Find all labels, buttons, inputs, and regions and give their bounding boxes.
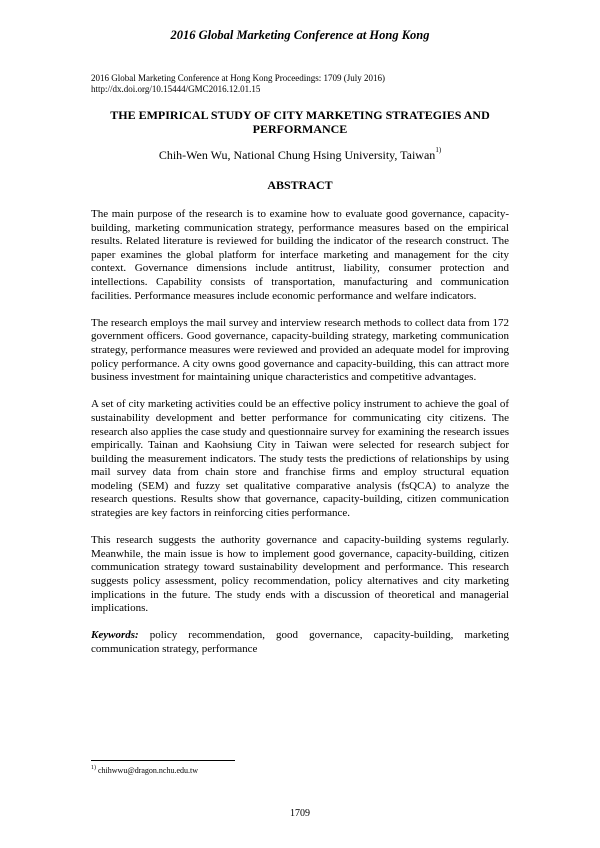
keywords-label: Keywords: [91, 629, 139, 642]
proceedings-line: 2016 Global Marketing Conference at Hong Kong Proceedings: 1709 (July 2016) [91, 73, 385, 83]
abstract-paragraph: The research employs the mail survey and interview research methods to collect data from 172 government officers. Good governance, capacity-building strategy, marketing communication strategy, performance measures were reviewed and provided an adequate model for improving policy performance. A city owns good governance and capacity-building, this can attract more business investment for maintaining unique characteristics and competitive advantages. [91, 316, 509, 384]
author-line [0, 148, 600, 163]
keywords [91, 629, 509, 656]
abstract-paragraph: The main purpose of the research is to examine how to evaluate good governance, capacity-building, marketing communication strategy, performance measures based on the empirical results. Related literature is reviewed for building the indicator of the research construct. The paper examines the global platform for interface marketing and management for the city context. Governance dimensions include antitrust, liability, consumer protection and intellections. Capability consists of transportation, manufacturing and communication facilities. Performance measures include economic performance and welfare indicators. [91, 208, 509, 302]
footnote [91, 766, 198, 775]
author-name: Chih-Wen Wu, National Chung Hsing University, Taiwan [158, 148, 436, 162]
author-footnote-marker: 1) [435, 146, 442, 154]
footnote-divider [91, 760, 235, 761]
doi-line: http://dx.doi.org/10.15444/GMC2016.12.01.15 [91, 84, 261, 94]
abstract-heading: ABSTRACT [267, 178, 333, 192]
footnote-marker: 1) [91, 765, 96, 771]
title-line-2: PERFORMANCE [252, 122, 348, 136]
abstract-paragraph: This research suggests the authority governance and capacity-building systems regularly. Meanwhile, the main issue is how to implement good governance, capacity-building, citizen communication strategy toward sustainability development and performance. This research suggests policy assessment, policy recommendation, policy alternatives and city marketing implications in the future. The study ends with a discussion of theoretical and managerial implications. [91, 534, 509, 615]
paper-title [91, 108, 509, 136]
running-head: 2016 Global Marketing Conference at Hong Kong [170, 28, 430, 42]
abstract-body [91, 208, 509, 670]
page-number: 1709 [290, 808, 310, 819]
footnote-email: chihwwu@dragon.nchu.edu.tw [96, 766, 199, 775]
abstract-paragraph: A set of city marketing activities could be an effective policy instrument to achieve the goal of sustainability development and better performance for communicating city citizens. The research also applies the case study and questionnaire survey for examining the research issues empirically. Tainan and Kaohsiung City in Taiwan were selected for research subject for building the measurement indicators. The study tests the predictions of relationships by using mail survey data from chain store and franchise firms and employ structural equation modeling (SEM) and fuzzy set qualitative comparative analysis (fsQCA) to analyze the research questions. Results show that governance, capacity-building, citizen communication strategies are key factors in reinforcing cities performance. [91, 398, 509, 520]
proceedings-info [91, 73, 385, 95]
title-line-1: THE EMPIRICAL STUDY OF CITY MARKETING STRATEGIES AND [110, 108, 490, 122]
keywords-list: policy recommendation, good governance, capacity-building, marketing communication strategy, performance [91, 629, 509, 655]
